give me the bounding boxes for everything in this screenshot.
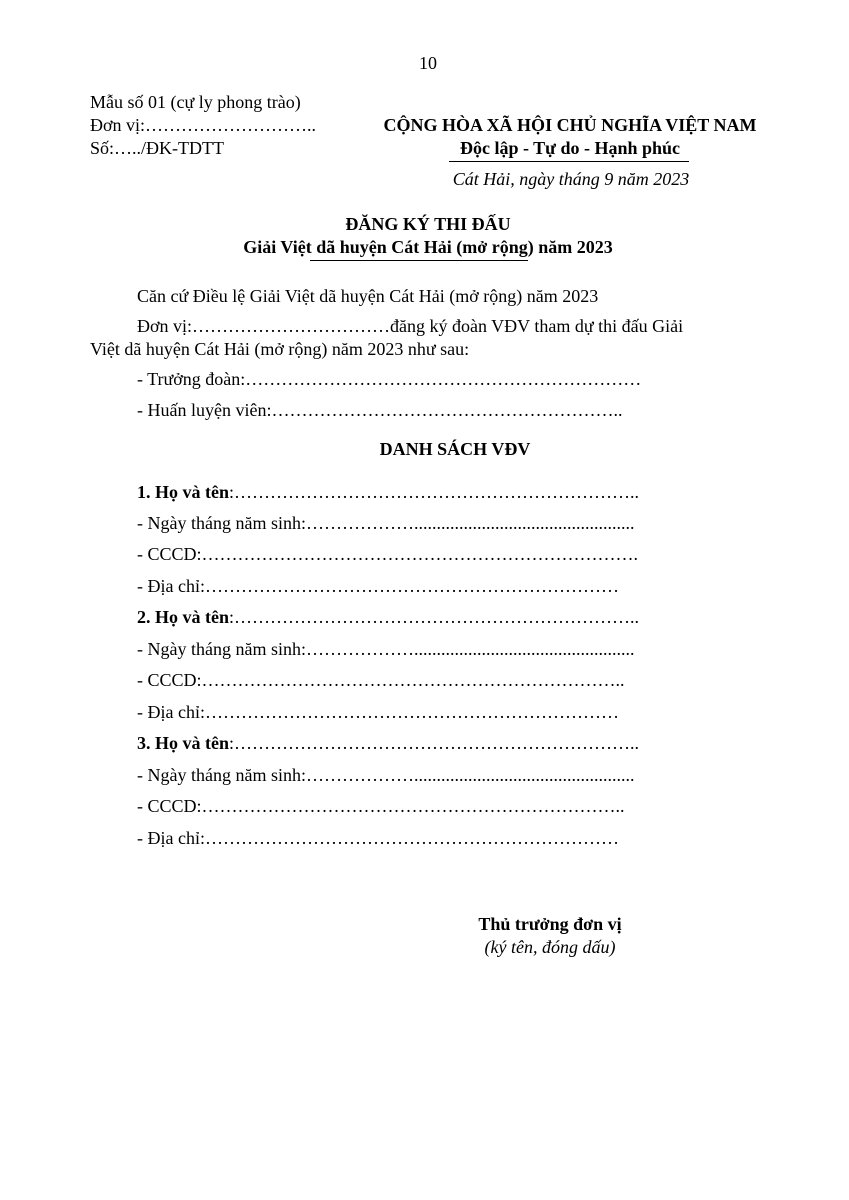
athlete-3-dob-field: - Ngày tháng năm sinh:………………................................................. [137,765,635,785]
document-number: Số:…../ĐK-TDTT [90,138,224,158]
coach-field: - Huấn luyện viên:………………………………………………….. [137,400,623,420]
unit-registration-line: Đơn vị:……………………………đăng ký đoàn VĐV tham dự thi đấu Giải [137,316,684,336]
signature-note: (ký tên, đóng dấu) [484,937,616,957]
athlete-2-name-label: 2. Họ và tên [137,607,229,627]
athlete-1-id-field: - CCCD:………………………………………………………………. [137,544,639,564]
unit-registration-cont: Việt dã huyện Cát Hải (mở rộng) năm 2023 như sau: [90,339,470,359]
unit-field: Đơn vị:……………………….. [90,115,317,135]
athlete-2-name-dots: :………………………………………………………….. [229,607,640,627]
athlete-list-title: DANH SÁCH VĐV [379,439,531,459]
athlete-1-address-field: - Địa chỉ:…………………………………………………………… [137,576,619,596]
athlete-1-name-label: 1. Họ và tên [137,482,229,502]
athlete-3-id-field: - CCCD:…………………………………………………………….. [137,796,625,816]
athlete-3-address-field: - Địa chỉ:…………………………………………………………… [137,828,619,848]
form-number: Mẫu số 01 (cự ly phong trào) [90,92,301,112]
athlete-3-name-label: 3. Họ và tên [137,733,229,753]
athlete-2-name-field [137,608,639,626]
place-date: Cát Hải, ngày tháng 9 năm 2023 [452,169,690,189]
athlete-2-address-field: - Địa chỉ:…………………………………………………………… [137,702,619,722]
motto-underline [449,161,689,162]
athlete-2-id-field: - CCCD:…………………………………………………………….. [137,670,625,690]
signature-title: Thủ trưởng đơn vị [478,914,622,934]
form-title: ĐĂNG KÝ THI ĐẤU [345,214,511,234]
team-leader-field: - Trưởng đoàn:………………………………………………………… [137,369,642,389]
national-motto: Độc lập - Tự do - Hạnh phúc [459,138,681,158]
athlete-1-name-dots: :………………………………………………………….. [229,482,640,502]
form-subtitle: Giải Việt dã huyện Cát Hải (mở rộng) năm 2023 [243,237,613,257]
country-name: CỘNG HÒA XÃ HỘI CHỦ NGHĨA VIỆT NAM [383,115,757,135]
page-number: 10 [419,53,437,73]
subtitle-underline [310,260,528,261]
athlete-3-name-field [137,734,639,752]
athlete-3-name-dots: :………………………………………………………….. [229,733,640,753]
basis-text: Căn cứ Điều lệ Giải Việt dã huyện Cát Hải (mở rộng) năm 2023 [137,286,599,306]
athlete-1-dob-field: - Ngày tháng năm sinh:………………................................................. [137,513,635,533]
athlete-1-name-field [137,483,639,501]
athlete-2-dob-field: - Ngày tháng năm sinh:………………................................................. [137,639,635,659]
